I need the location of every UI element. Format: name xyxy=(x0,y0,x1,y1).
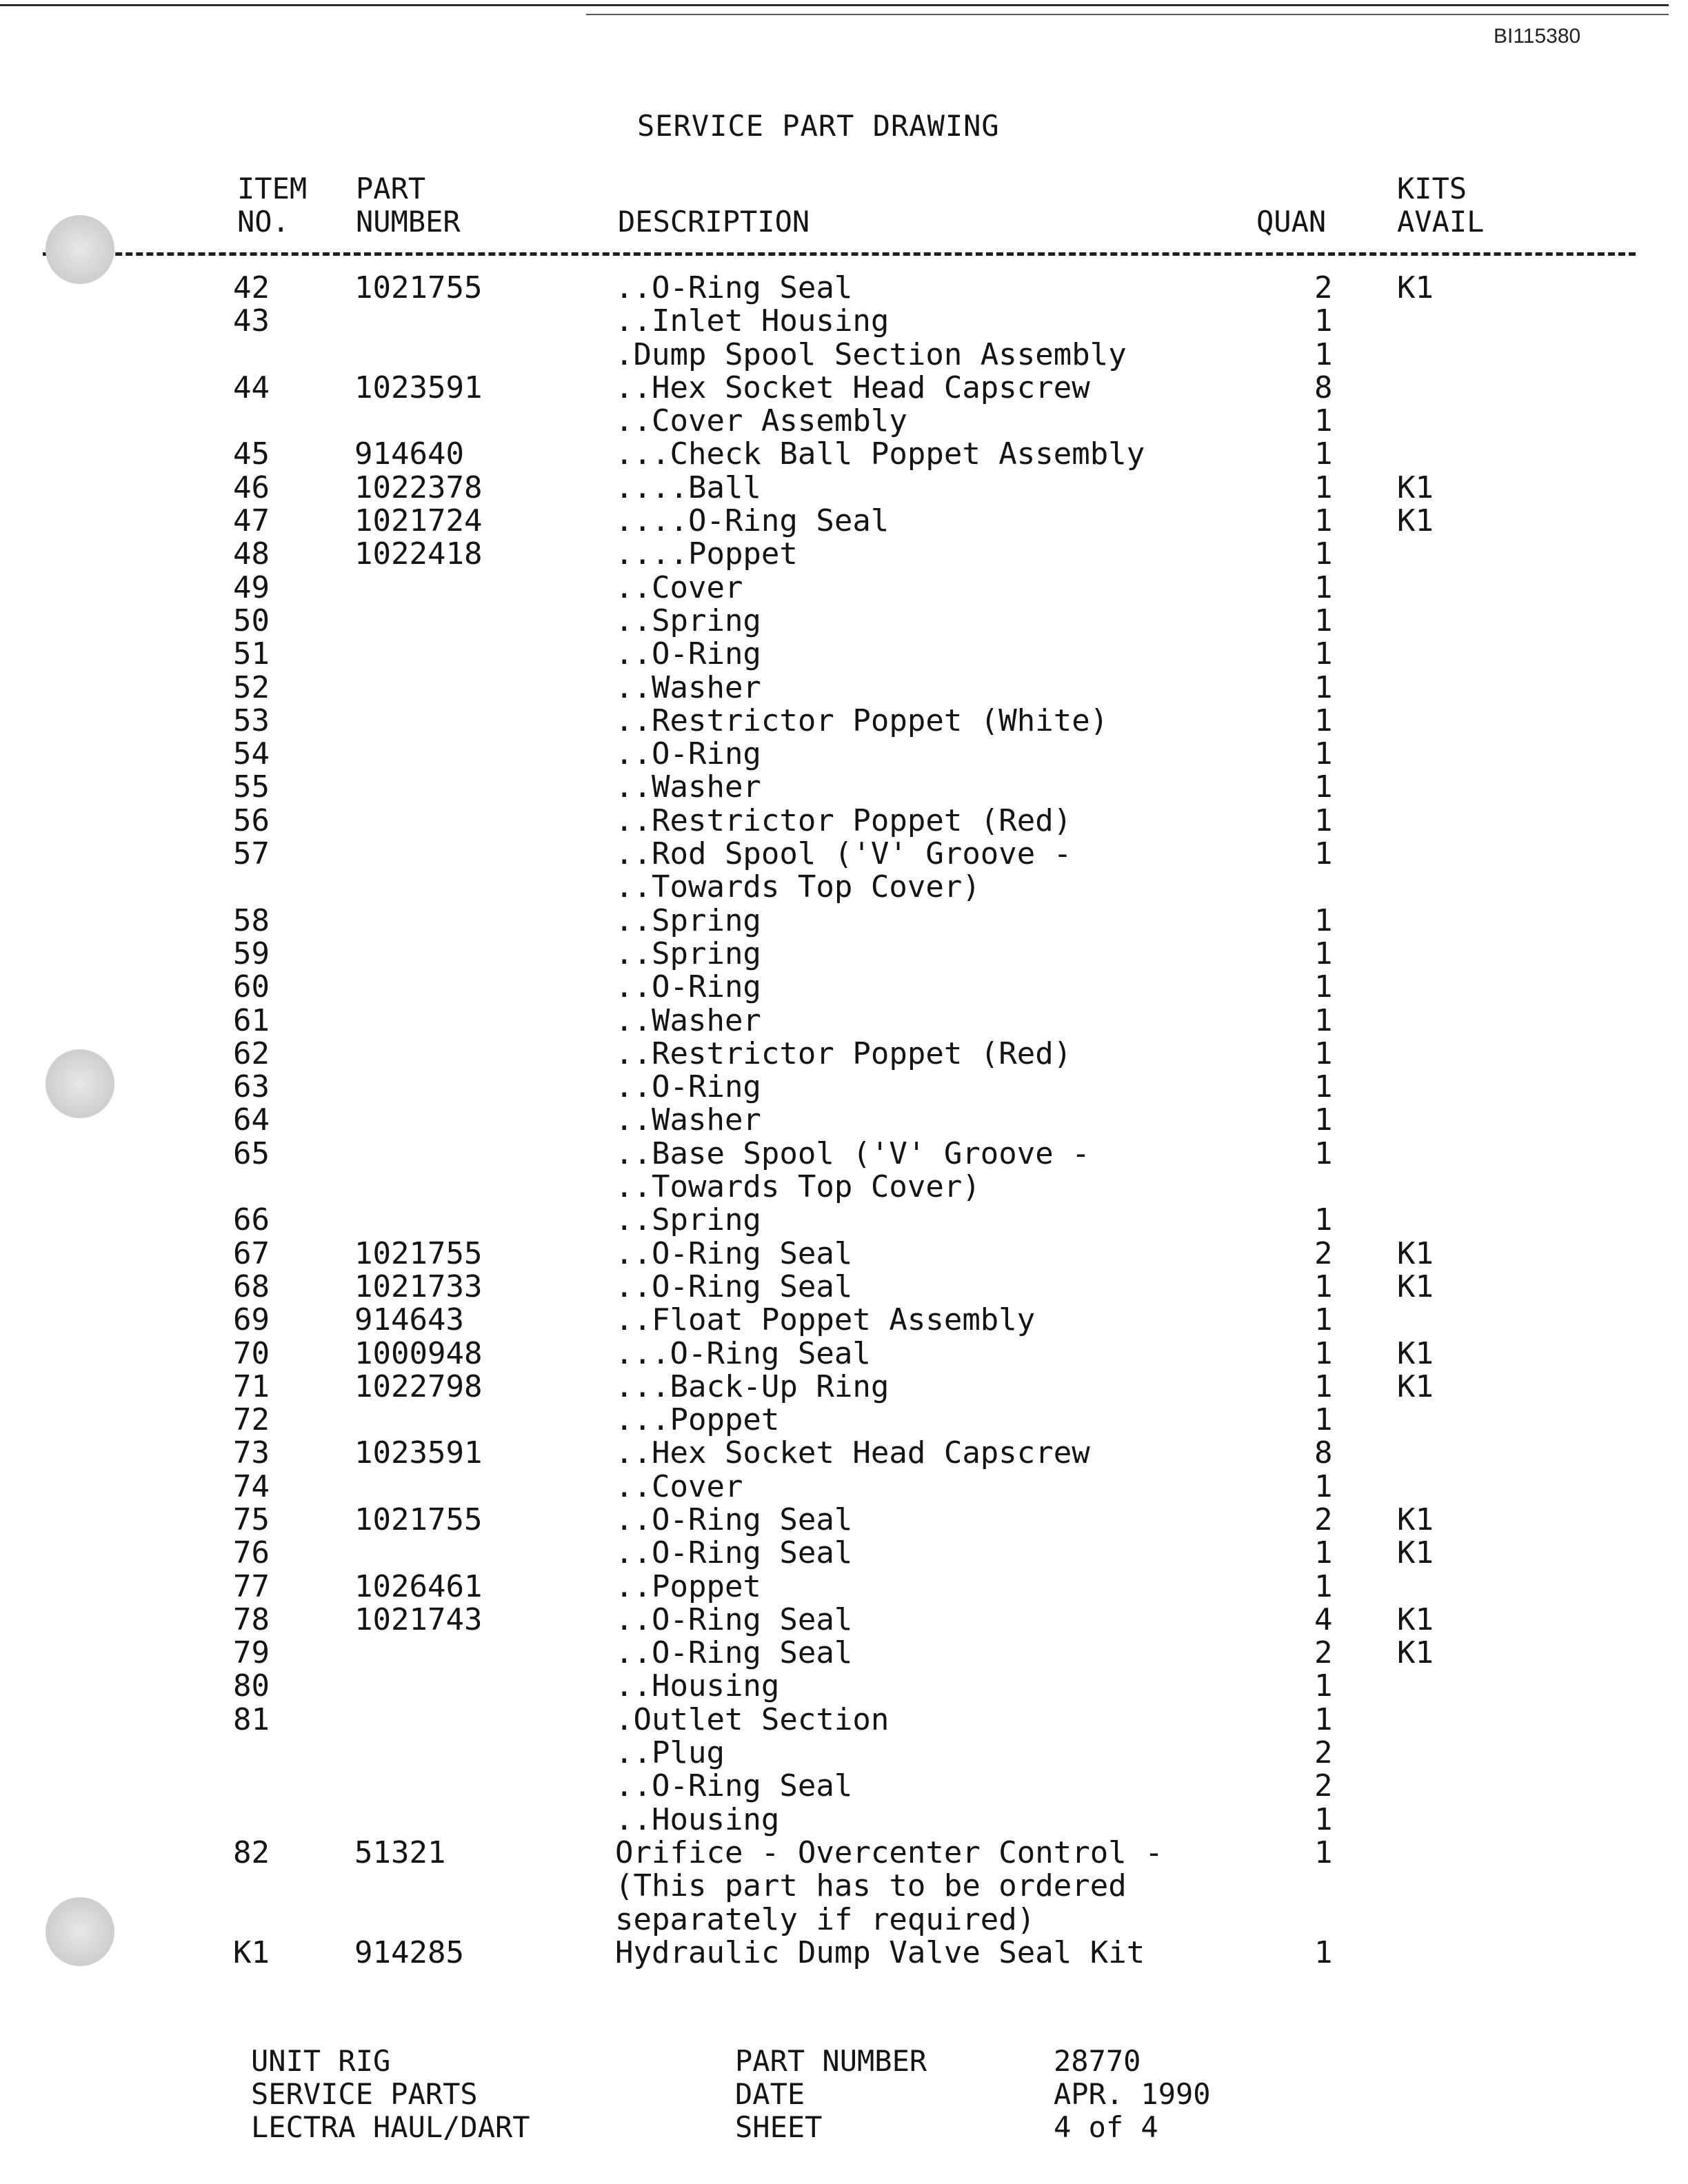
part-number-cell: 1023591 xyxy=(354,370,483,405)
table-row xyxy=(0,1368,1688,1404)
table-row xyxy=(0,1803,1688,1837)
quantity-cell: 1 xyxy=(1314,769,1333,805)
quantity-cell: 1 xyxy=(1314,336,1333,372)
quantity-cell: 1 xyxy=(1314,1368,1333,1404)
quantity-cell: 1 xyxy=(1314,1069,1333,1105)
kit-availability-cell: K1 xyxy=(1397,1502,1434,1537)
footer-product: LECTRA HAUL/DART xyxy=(251,2110,530,2144)
description-cell: ..Washer xyxy=(615,1102,761,1138)
kit-availability-cell: K1 xyxy=(1397,503,1434,539)
quantity-cell: 1 xyxy=(1314,1202,1333,1238)
quantity-cell: 1 xyxy=(1314,736,1333,772)
description-cell: ...Poppet xyxy=(615,1402,780,1438)
quantity-cell: 1 xyxy=(1314,436,1333,472)
kit-availability-cell: K1 xyxy=(1397,1601,1434,1637)
table-row xyxy=(0,1104,1688,1137)
description-cell: .Dump Spool Section Assembly xyxy=(615,336,1127,372)
table-row xyxy=(0,1004,1688,1038)
quantity-cell: 4 xyxy=(1314,1601,1333,1637)
item-number-cell: 67 xyxy=(233,1235,270,1271)
kit-availability-cell: K1 xyxy=(1397,1635,1434,1671)
header-description: DESCRIPTION xyxy=(618,205,810,239)
item-number-cell: 69 xyxy=(233,1302,270,1338)
description-cell: ..Spring xyxy=(615,1202,761,1238)
quantity-cell: 1 xyxy=(1314,1668,1333,1704)
table-row xyxy=(0,1404,1688,1437)
table-row xyxy=(0,1204,1688,1237)
table-row xyxy=(0,469,1688,505)
parts-table xyxy=(0,272,1688,1970)
kit-availability-cell: K1 xyxy=(1397,1268,1434,1304)
description-cell: ..Float Poppet Assembly xyxy=(615,1302,1036,1338)
table-row xyxy=(0,1601,1688,1637)
description-cell: ....Ball xyxy=(615,469,761,505)
description-cell: ..O-Ring Seal xyxy=(615,1535,853,1571)
description-cell: ..O-Ring Seal xyxy=(615,1635,853,1671)
table-row xyxy=(0,372,1688,405)
table-row xyxy=(0,1570,1688,1604)
header-part-line1: PART xyxy=(356,172,426,205)
table-row xyxy=(0,338,1688,372)
description-cell: ..O-Ring xyxy=(615,736,761,772)
table-row xyxy=(0,605,1688,638)
description-cell: ..Restrictor Poppet (Red) xyxy=(615,1035,1072,1071)
kit-availability-cell: K1 xyxy=(1397,1235,1434,1271)
quantity-cell: 1 xyxy=(1314,669,1333,705)
description-cell: ..O-Ring Seal xyxy=(615,1268,853,1304)
quantity-cell: 1 xyxy=(1314,1402,1333,1438)
scan-top-edge-line xyxy=(586,14,1669,15)
item-number-cell: 52 xyxy=(233,669,270,705)
table-row xyxy=(0,1834,1688,1870)
kit-availability-cell: K1 xyxy=(1397,1335,1434,1371)
footer-part-number-value: 28770 xyxy=(1054,2044,1141,2078)
table-row xyxy=(0,1537,1688,1570)
quantity-cell: 1 xyxy=(1314,702,1333,738)
description-cell: ..Plug xyxy=(615,1735,725,1771)
quantity-cell: 1 xyxy=(1314,1102,1333,1138)
item-number-cell: 71 xyxy=(233,1368,270,1404)
item-number-cell: 60 xyxy=(233,969,270,1005)
table-row xyxy=(0,1504,1688,1537)
item-number-cell: 55 xyxy=(233,769,270,805)
item-number-cell: 53 xyxy=(233,702,270,738)
table-row xyxy=(0,638,1688,671)
footer-sheet-label: SHEET xyxy=(735,2110,823,2144)
quantity-cell: 1 xyxy=(1314,802,1333,838)
description-cell: ..Rod Spool ('V' Groove - xyxy=(615,836,1072,872)
header-quan: QUAN xyxy=(1256,205,1327,239)
part-number-cell: 1026461 xyxy=(354,1568,483,1604)
item-number-cell: 79 xyxy=(233,1635,270,1671)
quantity-cell: 1 xyxy=(1314,536,1333,572)
part-number-cell: 1021755 xyxy=(354,1235,483,1271)
description-cell: ..Cover Assembly xyxy=(615,403,907,439)
footer-company: UNIT RIG xyxy=(251,2044,391,2078)
quantity-cell: 2 xyxy=(1314,1768,1333,1804)
item-number-cell: 45 xyxy=(233,436,270,472)
description-cell: ....O-Ring Seal xyxy=(615,503,890,539)
item-number-cell: 77 xyxy=(233,1568,270,1604)
quantity-cell: 1 xyxy=(1314,969,1333,1005)
table-row xyxy=(0,1135,1688,1171)
footer-date-value: APR. 1990 xyxy=(1054,2077,1211,2111)
part-number-cell: 1021724 xyxy=(354,503,483,539)
item-number-cell: 72 xyxy=(233,1402,270,1438)
quantity-cell: 1 xyxy=(1314,1302,1333,1338)
table-row xyxy=(0,1870,1688,1903)
description-cell: (This part has to be ordered xyxy=(615,1868,1127,1904)
item-number-cell: 57 xyxy=(233,836,270,872)
table-row xyxy=(0,405,1688,438)
table-row xyxy=(0,904,1688,938)
item-number-cell: 62 xyxy=(233,1035,270,1071)
table-row xyxy=(0,671,1688,705)
description-cell: ..Hex Socket Head Capscrew xyxy=(615,1435,1090,1471)
part-number-cell: 1023591 xyxy=(354,1435,483,1471)
quantity-cell: 1 xyxy=(1314,1135,1333,1171)
description-cell: ..O-Ring Seal xyxy=(615,1235,853,1271)
header-item-line2: NO. xyxy=(237,205,290,239)
item-number-cell: 58 xyxy=(233,902,270,938)
quantity-cell: 1 xyxy=(1314,902,1333,938)
table-row xyxy=(0,1071,1688,1104)
quantity-cell: 2 xyxy=(1314,1635,1333,1671)
kit-availability-cell: K1 xyxy=(1397,1535,1434,1571)
description-cell: ..Washer xyxy=(615,1002,761,1038)
item-number-cell: 47 xyxy=(233,503,270,539)
table-row xyxy=(0,1268,1688,1304)
quantity-cell: 1 xyxy=(1314,1834,1333,1870)
description-cell: ..Restrictor Poppet (Red) xyxy=(615,802,1072,838)
table-row xyxy=(0,1903,1688,1937)
description-cell: ..O-Ring Seal xyxy=(615,1601,853,1637)
item-number-cell: 80 xyxy=(233,1668,270,1704)
description-cell: ..Spring xyxy=(615,936,761,971)
table-row xyxy=(0,1770,1688,1803)
quantity-cell: 1 xyxy=(1314,469,1333,505)
part-number-cell: 1021755 xyxy=(354,270,483,305)
quantity-cell: 8 xyxy=(1314,1435,1333,1471)
description-cell: ..Towards Top Cover) xyxy=(615,1169,981,1205)
kit-availability-cell: K1 xyxy=(1397,469,1434,505)
description-cell: ..Poppet xyxy=(615,1568,761,1604)
table-row xyxy=(0,1337,1688,1371)
part-number-cell: 1022418 xyxy=(354,536,483,572)
description-cell: separately if required) xyxy=(615,1901,1036,1937)
quantity-cell: 1 xyxy=(1314,1801,1333,1837)
table-row xyxy=(0,738,1688,771)
table-row xyxy=(0,771,1688,804)
description-cell: ..Cover xyxy=(615,569,743,605)
header-divider xyxy=(43,252,1636,256)
header-item-line1: ITEM xyxy=(237,172,308,205)
part-number-cell: 1021743 xyxy=(354,1601,483,1637)
table-row xyxy=(0,1304,1688,1337)
table-row xyxy=(0,272,1688,305)
table-row xyxy=(0,1171,1688,1204)
quantity-cell: 1 xyxy=(1314,1335,1333,1371)
table-row xyxy=(0,1237,1688,1271)
part-number-cell: 1021733 xyxy=(354,1268,483,1304)
description-cell: ..O-Ring xyxy=(615,1069,761,1105)
item-number-cell: 44 xyxy=(233,370,270,405)
description-cell: ..Towards Top Cover) xyxy=(615,869,981,905)
quantity-cell: 1 xyxy=(1314,569,1333,605)
footer-date-label: DATE xyxy=(735,2077,805,2111)
kit-availability-cell: K1 xyxy=(1397,1368,1434,1404)
description-cell: ..Restrictor Poppet (White) xyxy=(615,702,1109,738)
item-number-cell: 42 xyxy=(233,270,270,305)
quantity-cell: 1 xyxy=(1314,503,1333,539)
table-row xyxy=(0,1035,1688,1071)
table-row xyxy=(0,1737,1688,1770)
header-kits-line1: KITS xyxy=(1397,172,1467,205)
description-cell: ..Housing xyxy=(615,1801,780,1837)
quantity-cell: 1 xyxy=(1314,1934,1333,1970)
header-part-line2: NUMBER xyxy=(356,205,461,239)
item-number-cell: 74 xyxy=(233,1468,270,1504)
part-number-cell: 1022798 xyxy=(354,1368,483,1404)
table-row xyxy=(0,438,1688,471)
table-row xyxy=(0,838,1688,871)
quantity-cell: 1 xyxy=(1314,1035,1333,1071)
description-cell: ..Housing xyxy=(615,1668,780,1704)
description-cell: ..Spring xyxy=(615,603,761,638)
quantity-cell: 1 xyxy=(1314,1701,1333,1737)
quantity-cell: 2 xyxy=(1314,1735,1333,1771)
item-number-cell: 56 xyxy=(233,802,270,838)
part-number-cell: 1022378 xyxy=(354,469,483,505)
description-cell: ..Washer xyxy=(615,669,761,705)
table-row xyxy=(0,1934,1688,1970)
description-cell: .Outlet Section xyxy=(615,1701,890,1737)
table-row xyxy=(0,305,1688,338)
header-kits-line2: AVAIL xyxy=(1397,205,1485,239)
description-cell: ..O-Ring Seal xyxy=(615,1502,853,1537)
item-number-cell: 64 xyxy=(233,1102,270,1138)
table-row xyxy=(0,505,1688,538)
quantity-cell: 2 xyxy=(1314,270,1333,305)
table-row xyxy=(0,871,1688,904)
quantity-cell: 1 xyxy=(1314,1568,1333,1604)
item-number-cell: 70 xyxy=(233,1335,270,1371)
table-row xyxy=(0,702,1688,738)
item-number-cell: K1 xyxy=(233,1934,270,1970)
quantity-cell: 2 xyxy=(1314,1235,1333,1271)
description-cell: Orifice - Overcenter Control - xyxy=(615,1834,1163,1870)
item-number-cell: 59 xyxy=(233,936,270,971)
description-cell: ..Inlet Housing xyxy=(615,303,890,339)
part-number-cell: 914643 xyxy=(354,1302,464,1338)
item-number-cell: 82 xyxy=(233,1834,270,1870)
table-row xyxy=(0,938,1688,971)
document-id: BI115380 xyxy=(1494,25,1581,48)
kit-availability-cell: K1 xyxy=(1397,270,1434,305)
table-row xyxy=(0,1637,1688,1670)
item-number-cell: 61 xyxy=(233,1002,270,1038)
part-number-cell: 914640 xyxy=(354,436,464,472)
quantity-cell: 1 xyxy=(1314,1268,1333,1304)
description-cell: ..Spring xyxy=(615,902,761,938)
description-cell: ..O-Ring Seal xyxy=(615,270,853,305)
quantity-cell: 1 xyxy=(1314,1535,1333,1571)
table-row xyxy=(0,1670,1688,1703)
item-number-cell: 46 xyxy=(233,469,270,505)
quantity-cell: 1 xyxy=(1314,1468,1333,1504)
part-number-cell: 1021755 xyxy=(354,1502,483,1537)
description-cell: ...O-Ring Seal xyxy=(615,1335,871,1371)
description-cell: ...Check Ball Poppet Assembly xyxy=(615,436,1145,472)
item-number-cell: 78 xyxy=(233,1601,270,1637)
page-title: SERVICE PART DRAWING xyxy=(637,109,1000,143)
part-number-cell: 1000948 xyxy=(354,1335,483,1371)
table-row xyxy=(0,971,1688,1004)
table-row xyxy=(0,1470,1688,1504)
item-number-cell: 49 xyxy=(233,569,270,605)
item-number-cell: 54 xyxy=(233,736,270,772)
table-row xyxy=(0,1703,1688,1737)
item-number-cell: 65 xyxy=(233,1135,270,1171)
part-number-cell: 51321 xyxy=(354,1834,446,1870)
item-number-cell: 73 xyxy=(233,1435,270,1471)
item-number-cell: 75 xyxy=(233,1502,270,1537)
footer-sheet-value: 4 of 4 xyxy=(1054,2110,1158,2144)
quantity-cell: 1 xyxy=(1314,303,1333,339)
description-cell: ..Base Spool ('V' Groove - xyxy=(615,1135,1090,1171)
quantity-cell: 1 xyxy=(1314,1002,1333,1038)
quantity-cell: 8 xyxy=(1314,370,1333,405)
quantity-cell: 1 xyxy=(1314,636,1333,672)
item-number-cell: 68 xyxy=(233,1268,270,1304)
item-number-cell: 63 xyxy=(233,1069,270,1105)
item-number-cell: 48 xyxy=(233,536,270,572)
description-cell: ..Cover xyxy=(615,1468,743,1504)
table-row xyxy=(0,1437,1688,1470)
quantity-cell: 1 xyxy=(1314,403,1333,439)
item-number-cell: 76 xyxy=(233,1535,270,1571)
item-number-cell: 66 xyxy=(233,1202,270,1238)
footer-dept: SERVICE PARTS xyxy=(251,2077,478,2111)
description-cell: ..Washer xyxy=(615,769,761,805)
quantity-cell: 1 xyxy=(1314,936,1333,971)
scan-top-edge-line xyxy=(0,4,1669,6)
item-number-cell: 51 xyxy=(233,636,270,672)
quantity-cell: 1 xyxy=(1314,603,1333,638)
item-number-cell: 50 xyxy=(233,603,270,638)
table-row xyxy=(0,538,1688,571)
table-row xyxy=(0,802,1688,838)
description-cell: ...Back-Up Ring xyxy=(615,1368,890,1404)
part-number-cell: 914285 xyxy=(354,1934,464,1970)
item-number-cell: 43 xyxy=(233,303,270,339)
description-cell: Hydraulic Dump Valve Seal Kit xyxy=(615,1934,1145,1970)
table-row xyxy=(0,569,1688,605)
quantity-cell: 2 xyxy=(1314,1502,1333,1537)
description-cell: ..O-Ring Seal xyxy=(615,1768,853,1804)
quantity-cell: 1 xyxy=(1314,836,1333,872)
description-cell: ..O-Ring xyxy=(615,969,761,1005)
item-number-cell: 81 xyxy=(233,1701,270,1737)
description-cell: ..O-Ring xyxy=(615,636,761,672)
footer-part-number-label: PART NUMBER xyxy=(735,2044,927,2078)
description-cell: ..Hex Socket Head Capscrew xyxy=(615,370,1090,405)
description-cell: ....Poppet xyxy=(615,536,798,572)
